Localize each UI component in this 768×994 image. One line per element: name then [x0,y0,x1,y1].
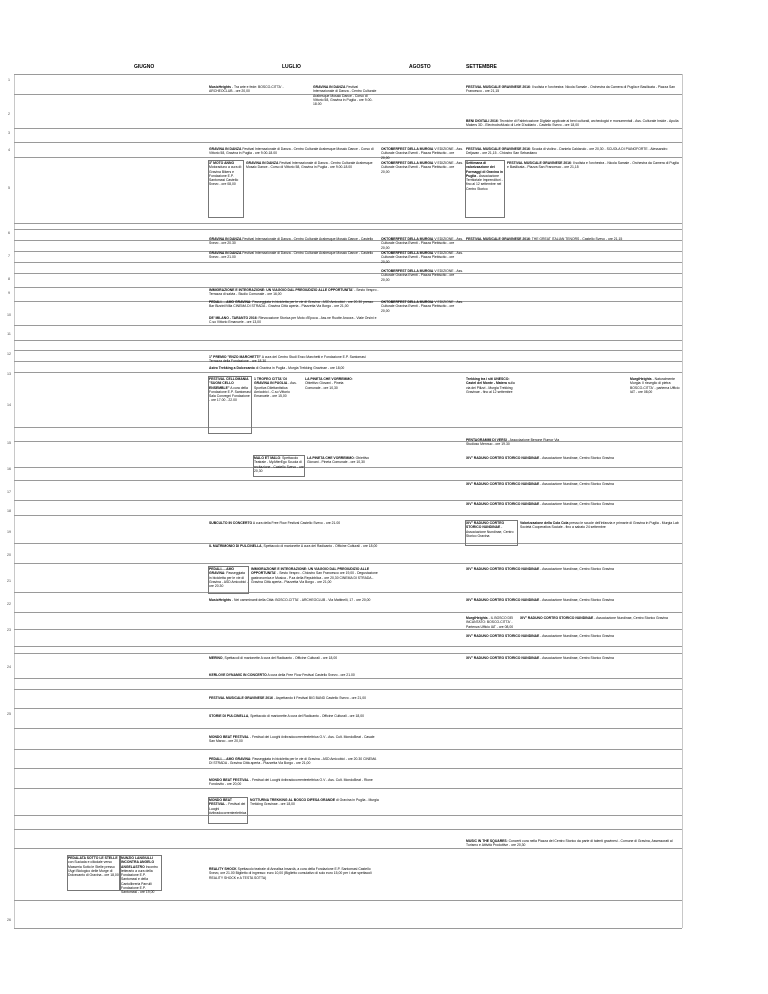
calendar-entry: OKTOBERFEST DELLA MURGIA V EDIZIONE - Ass. Culturale Gravina Eventi - Piazza Plebiscito - ore 20,00 [381,161,463,174]
row-number: 19 [7,530,11,534]
calendar-entry: IMMIGRAZIONE E INTEGRAZIONE: UN VIAGGIO DAL PREGIUDIZIO ALLE OPPORTUNITA' - Sesto Vespro - Chiostro San Francesco ore 19,00 - Degustazione gastronomica e Musica - P.za della Repubblica - ore 20,30 CINEMA DI STRADA - Gravina Città aperta - Piazzetta Via Borgo - ore 21,00 [251,567,378,584]
calendar-entry: Valorizzazione della Cola Cola presso le scuole dell'infanzia e primarie di Gravina in Puglia - Murgia Lab Società Cooperativa Sociale - fino a sabato 24 settembre [520,521,679,530]
row-separator [14,629,682,630]
calendar-entry: OKTOBERFEST DELLA MURGIA V EDIZIONE - Ass. Culturale Gravina Eventi - Piazza Plebiscito - ore 20,00 [381,251,463,264]
row-number: 17 [7,490,11,494]
row-separator [14,273,682,274]
calendar-entry: BENI DIGITALI 2016: Tecniche di Fabbricazione Digitale applicate ai beni culturali, archeologici e monumentali - Ass. Culturale Inside - Apulia Makers 3D - ElectrodruMusic di Lele D'addario - Castello Svevo - ore 18,00 [466,119,679,128]
calendar-entry: MERINO, Spettacoli di marionette A cura del Radicanto - Officine Culturali - ore 18,00 [209,656,338,660]
calendar-entry: PEDALI.....AMO GRAVINA: Passeggiata in bicicletta per le vie di Gravina - ASD Amicobici - ore 20.30 [209,567,248,589]
calendar-entry: XIV° RADUNO CORTEO STORICO NUNDINAE - Associazione Nundinae, Centro Storico Gravina [466,521,514,538]
row-number: 5 [8,186,10,190]
row-number: 6 [8,231,10,235]
calendar-entry: LA PINETA CHE VORREMMO: Obiettivo Giovani - Pineta Comunale - ore 10,30 [305,377,353,390]
row-number: 18 [7,509,11,513]
calendar-entry: IMMIGRAZIONE E INTEGRAZIONE: UN VIAGGIO DAL PREGIUDIZIO ALLE OPPORTUNITA' - Sesto Vespro - Terrazza di salvia - Studio Comunale - ore 16,00 [209,288,379,297]
row-number: 7 [8,254,10,258]
row-separator [14,74,682,75]
row-separator [14,500,682,501]
row-number: 14 [7,403,11,407]
calendar-entry: XIV° RADUNO CORTEO STORICO NUNDINAE - Associazione Nundinae, Centro Storico Gravina [466,482,614,486]
row-number: 25 [7,712,11,716]
column-header-luglio: LUGLIO [282,64,301,70]
row-separator [14,678,682,679]
row-separator [14,441,682,442]
calendar-entry: 1 TROFEO CITTA' DI GRAVINA IN PUGLIA - Ass. Sportiva Dilettantistica Amicobici - C.so Vittorio Emanuele - ore 15,00 [254,377,297,399]
calendar-entry: FESTIVAL MUSICALE GRAVINESE 2016 - Aspettando il Festival BIG BAND Castello Svevo - ore 21,00 [209,696,366,700]
calendar-entry: GRAVINA IN DANZA Festival Internazionale di Danza - Centro Culturale Arabesque Mosaic Dance - Castello Svevo - ore 20.30 [209,237,374,246]
row-number: 9 [8,291,10,295]
calendar-entry: XIV° RADUNO CORTEO STORICO NUNDINAE - Associazione Nundinae, Centro Storico Gravina [466,656,614,660]
calendar-entry: XIV° RADUNO CORTEO STORICO NUNDINAE - Associazione Nundinae, Centro Storico Gravina [466,456,614,460]
row-number: 21 [7,579,11,583]
calendar-entry: MurgiHeights - Naturalmente Murgia: Il risveglio di pietra: BOSCO-CITTA' - parterna Ufficio IAT - ore 08,00 [630,377,680,394]
row-separator [14,480,682,481]
calendar-entry: REALITY SHOCK Spettacolo teatrale di Annalisa Insardà, a cura della Fondazione E.P. Santomasi Castello Svevo, ore 21.00 Biglietto di ingresso: euro 10,00 (Biglietto cumulativo di solo euro 15,00 per i due spettacoli REALITY SHOCK e A TESTA SOTTA) [209,867,372,880]
calendar-entry: FESTIVAL MUSICALE GRAVINESE 2016: Il solista e l'orchestra: Nicola Samale - Orchestra da Camera di Puglia e Basilicata - Piazza San Francesco - ore 21,15 [466,85,676,94]
row-separator [14,229,682,230]
row-separator [14,128,682,129]
calendar-entry: LA PINETA CHE VORREMMO: Obiettivo Giovani - Pineta Comunale - ore 10,30 [307,456,370,465]
calendar-entry: OKTOBERFEST DELLA MURGIA V EDIZIONE - Ass. Culturale Gravina Eventi - Piazza Plebiscito - ore 20,00 [381,237,463,250]
calendar-entry: NUNZIO LANGIULLI INCONTRA ANGELO ANGELASTRO Incontro letterario a cura della Fondazione E.P. Santomasi e della Cantolibreria Parrulli Fondazione E.P. Santomasi - ore 19,00 [121,856,158,895]
row-number: 26 [7,918,11,922]
calendar-entry: NOTTURNA TREKKING AL BOSCO DIFESA GRANDE di Gravina in Puglia - Murgia Trekking Gravinae - ore 18,00 [250,798,379,807]
row-number: 13 [7,372,11,376]
calendar-entry: XIV° RADUNO CORTEO STORICO NUNDINAE - Associazione Nundinae, Centro Storico Gravina [466,502,614,506]
calendar-entry: OKTOBERFEST DELLA MURGIA V EDIZIONE - Ass. Culturale Gravina Eventi - Piazza Plebiscito - ore 20,00 [381,269,463,282]
row-separator [14,829,682,830]
calendar-entry: PEDALI.....AMO GRAVINA: Passeggiata in bicicletta per le vie di Gravina - ASD Amicobici - ore 20.30 presso Bar Bizzini/Villa CINEMA DI STRADA - Gravina Città aperta - Piazzetta Via Borgo - ore 21,00 [209,300,374,309]
row-separator [14,728,682,729]
calendar-entry: MALO ET MALO: Spettacolo Teatrale - MyAfterEgo Scuola di recitazione - Castello Svevo - ore 20,30 [254,456,304,473]
calendar-entry: SUBCULTO IN CONCERTO A cura della Free Flow Festival Castello Svevo - ore 21.00 [209,521,341,525]
calendar-entry: MusicHeights - Tra arte e fede: BOSCO-CITTA' - ARCHEOCLUB - ore 20,00 [209,85,284,94]
row-separator [14,325,682,326]
row-separator [14,788,682,789]
row-number: 11 [7,332,11,336]
calendar-entry: IL MATRIMONIO DI PULCINELLA, Spettacolo di marionette A cura del Radicanto - Officine Culturali - ore 18,00 [209,544,378,548]
row-number: 16 [7,467,11,471]
calendar-entry: XIV° RADUNO CORTEO STORICO NUNDINAE - Associazione Nundinae, Centro Storico Gravina [520,616,668,620]
column-header-agosto: AGOSTO [409,64,431,70]
calendar-entry: GRAVINA IN DANZA Festival Internazionale di Danza - Centro Culturale Arabesque Mosaic Dance - Corso di Vittorio 58, Gravina in Puglia - ore 9.00-18.00 [246,161,373,170]
row-separator [14,708,682,709]
row-separator [14,612,682,613]
calendar-entry: FESTIVAL MUSICALE GRAVINESE 2016: Il solista e l'orchestra - Nicola Samale - Orchestra da Camera di Puglia e Basilicata - Piazza San Francesco - ore 21,15 [507,161,679,170]
row-number: 23 [7,628,11,632]
row-separator [14,928,682,929]
calendar-entry: Astro Trekking a Dolcecanto di Gravina in Puglia - Murgia Trekking Gravinae - ore 18,00 [209,366,345,370]
calendar-entry: PEDALI.....AMO GRAVINA: Passeggiata in bicicletta per le vie di Gravina - ASD Amicobici - ore 20.30 CINEMA DI STRADA - Gravina Città aperta - Piazzetta Via Borgo - ore 21,00 [209,757,377,766]
row-number: 20 [7,553,11,557]
calendar-entry: FESTIVAL CELLOMANIA "SUONI CELLO ENSEMBLE" A cura della Fondazione E.P. Santomasi Sala Convegni Fondazione - ore 17.00 - 22.00 [209,377,251,403]
calendar-entry: GRAVINA IN DANZA Festival Internazionale di Danza - Centro Culturale Arabesque Mosaic Dance - Castello Svevo - ore 21.00 [209,251,374,260]
row-number: 1 [8,78,10,82]
calendar-entry: XIV° RADUNO CORTEO STORICO NUNDINAE - Associazione Nundinae, Centro Storico Gravina [466,634,614,638]
row-separator [14,563,682,564]
row-separator [14,350,682,351]
row-number: 15 [7,441,11,445]
calendar-entry: Trekking tra i siti UNESCO: Castel del Monte - Matera sulla via dei Pilizzi - Murgia Trekking Gravinae - fino al 12 settembre [466,377,515,394]
row-number: 24 [7,665,11,669]
grid-line [14,74,15,928]
calendar-entry: OKTOBERFEST DELLA MURGIA V EDIZIONE - Ass. Culturale Gravina Eventi - Piazza Plebiscito - ore 20,00 [381,300,463,313]
calendar-entry: XIV° RADUNO CORTEO STORICO NUNDINAE - Associazione Nundinae, Centro Storico Gravina [466,598,614,602]
calendar-entry: XIV° RADUNO CORTEO STORICO NUNDINAE - Associazione Nundinae, Centro Storico Gravina [466,567,614,571]
row-separator [14,900,682,901]
row-separator [14,689,682,690]
calendar-entry: MusicHeights - Nei camminanti della Città: BOSCO-CITTA' - ARCHEOCLUB - Via Mattinelli, 17 - ore 20,00 [209,598,371,602]
row-separator [14,427,682,428]
row-number: 22 [7,602,11,606]
row-number: 8 [8,277,10,281]
row-separator [14,223,682,224]
row-separator [14,157,682,158]
row-separator [14,768,682,769]
calendar-entry: FESTIVAL MUSICALE GRAVINESE 2016: Scuola di violino - Daniela Caldarulo - ore 20,30 - SCUOLA DI PIANOFORTE - Alessandro Deljavan - ore 21,15 - Chiostro San Sebastiano [466,147,668,156]
row-number: 10 [7,313,11,317]
row-separator [14,262,682,263]
row-separator [14,340,682,341]
row-separator [14,815,682,816]
row-number: 12 [7,352,11,356]
calendar-entry: MONDO BEAT FESTIVAL - Festival dei Luoghi #vibradocorrenteelettrica [209,798,247,815]
calendar-entry: 1° PREMIO "ENZO MARCHETTI" A cura del Centro Studi Enzo Marchetti e Fondazione E.P. Santomasi Terrazza della Fondazione - ore 18.30 [209,355,366,364]
calendar-entry: GRAVINA IN DANZA Festival Internazionale di Danza - Centro Culturale Arabesque Mosaic Dance - Corso di Vittorio 58, Gravina in Puglia - ore 9.00-18.00 [209,147,374,156]
calendar-entry: PENTAGRAMMI DI VERSI - Associazione Benone Rumor Via Studioso Mennuo - ore 19.30 [466,438,560,447]
row-separator [14,142,682,143]
grid-line [682,74,683,928]
row-separator [14,749,682,750]
row-number: 2 [8,112,10,116]
calendar-entry: MUSIC IN THE SQUARES: Concerti cura nella Piazza del Centro Storico da parte di talenti gravinesi - Comune di Gravina, Assessorati al Turismo e Attività Produttive - ore 20,30 [466,839,673,848]
calendar-entry: FESTIVAL MUSICALE GRAVINESE 2016: THE GREAT ITALIAN TENORS - Castello Svevo - ore 21,15 [466,237,623,241]
calendar-entry: DE' MILANO - TARANTO 2016: Rievocazione Storica per Moto d'Epoca - Ass.ne Ruotte Ancora - Viale Orsini e C.so Vittorio Emanuele - ore 13,00 [209,316,377,325]
calendar-entry: STORIE DI PULCINELLA, Spettacolo di marionette A cura del Radicanto - Officine Culturali - ore 18,00 [209,714,364,718]
row-separator [14,848,682,849]
calendar-entry: OKTOBERFEST DELLA MURGIA V EDIZIONE - Ass. Culturale Gravina Eventi - Piazza Plebiscito - ore 20,00 [381,147,463,160]
column-header-giugno: GIUGNO [134,64,155,70]
calendar-entry: MONDO BEAT FESTIVAL - Festival dei Luoghi #vibradocorrenteelettrica O.V - Ass. Cult. MondoBeat - Casale San Marco - ore 20,00 [209,735,375,744]
row-separator [14,515,682,516]
calendar-entry: MONDO BEAT FESTIVAL - Festival dei Luoghi #vibradocorrenteelettrica O.V - Ass. Cult. MondoBeat - Rione Fondovito - ore 20,00 [209,778,373,787]
calendar-entry: PEDALATA SOTTO LE STELLE con Suciada e ciliodale verso Masseria Sotto le Stelle presso l'Agri Biologico delle Murge di Dolcecanto di Gravina - ore 18,00 [68,856,119,878]
row-number: 4 [8,148,10,152]
calendar-entry: GRAVINA IN DANZA Festival Internazionale di Danza - Centro Culturale Arabesque Mosaic Dance - Corso di Vittorio 58, Gravina in Puglia - ore 9.00-18.00 [313,85,377,107]
row-separator [14,467,682,468]
calendar-entry: 3° MOTO ANNO Motoraduno a cura di: Gravina Bikers e Fondazione E.P. Santomasi Castello Svevo - ore 08,00 [209,161,242,187]
row-separator [14,646,682,647]
calendar-entry: KERLOVE DYNAMIC IN CONCERTO A cura della Free Flow Festival Castello Svevo - ore 21.00 [209,673,355,677]
column-header-settembre: SETTEMBRE [466,64,497,70]
calendar-entry: MurgiHeights - IL BOSCO DEI INCANTATO: BOSCO-CITTA' - Partenza Ufficio IAT - ore 08,00 [466,616,514,629]
row-separator [14,592,682,593]
row-number: 3 [8,131,10,135]
row-separator [14,653,682,654]
row-separator [14,372,682,373]
calendar-entry: Settimana di valorizzazione dei Formaggi di Gravina in Puglia - Associazione Territoriale Imprenditori - fino al 12 settembre nel Centro Storico [466,161,503,191]
